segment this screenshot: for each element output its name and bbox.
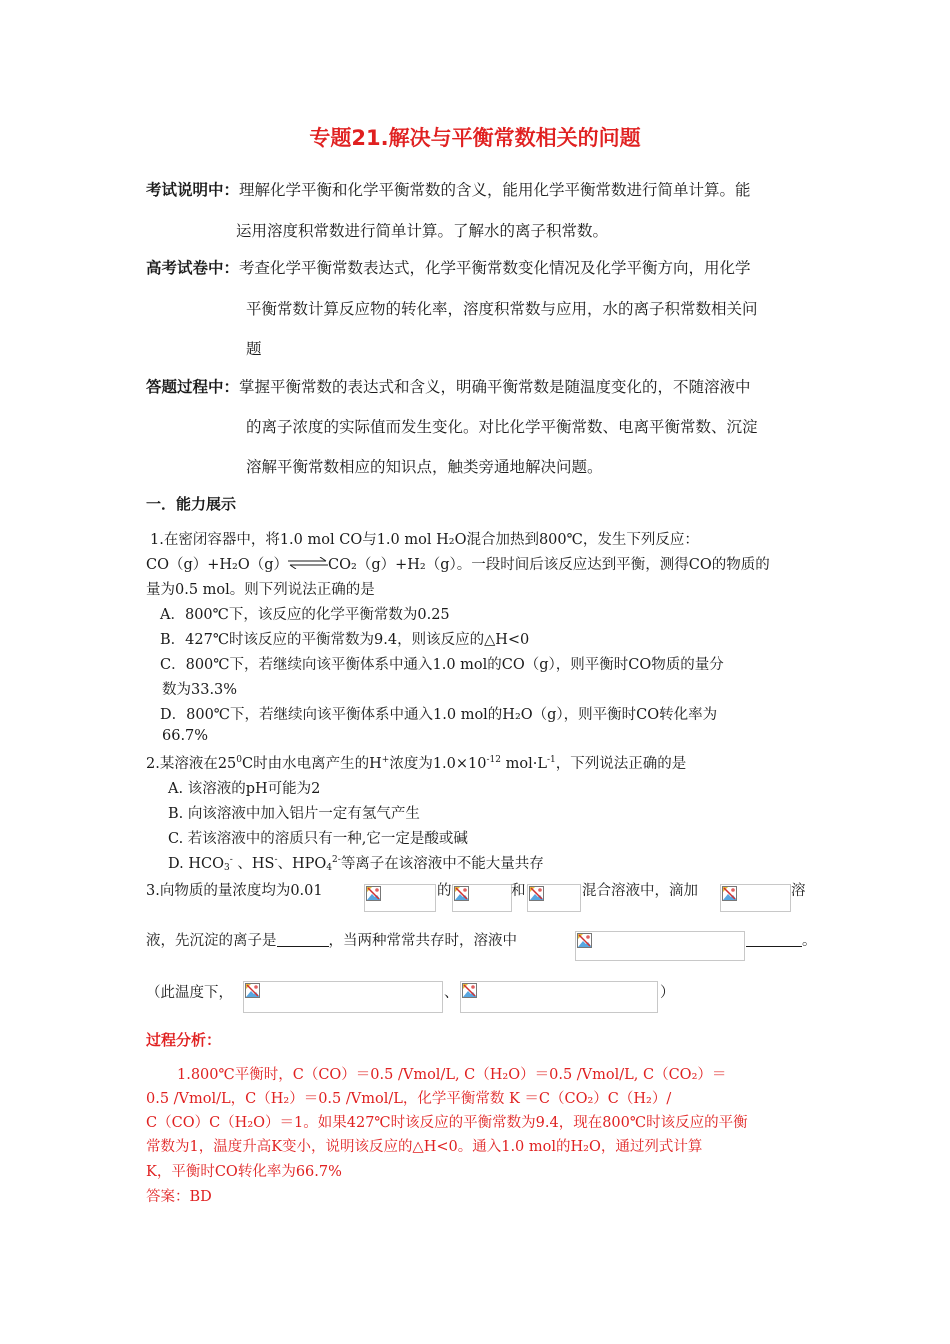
q3-line3-b: 、 (444, 985, 459, 1001)
q2-stem-e: ，下列说法正确的是 (555, 756, 687, 772)
q3-line3-c: ） (660, 985, 675, 1001)
q3-line2-a: 液，先沉淀的离子是 (146, 933, 277, 949)
exam-description-text: 理解化学平衡和化学平衡常数的含义，能用化学平衡常数进行简单计算。能 (239, 181, 751, 199)
q1-equation-right: CO₂（g）+H₂（g）。一段时间后该反应达到平衡，测得CO的物质的 (328, 557, 770, 573)
formula-image (527, 884, 581, 912)
broken-image-icon (529, 886, 544, 901)
q3-line2-end (746, 929, 817, 950)
q3-line2-c: 。 (802, 933, 817, 949)
page-title: 专题21.解决与平衡常数相关的问题 (309, 126, 641, 150)
answer-process-line3: 溶解平衡常数相应的知识点，触类旁通地解决问题。 (246, 458, 603, 476)
q2-option-d-a: D. HCO (168, 856, 224, 872)
q2-option-a: A. 该溶液的pH可能为2 (168, 781, 321, 797)
q2-exponent2: -1 (546, 755, 556, 765)
answer-process-line1 (146, 375, 751, 397)
q1-option-c-line1: C．800℃下，若继续向该平衡体系中通入1.0 mol的CO（g），则平衡时CO物质的量分 (160, 657, 724, 673)
q2-option-b: B. 向该溶液中加入铝片一定有氢气产生 (168, 806, 420, 822)
answer-text: 答案：BD (146, 1189, 212, 1205)
q3-text-4: 混合溶液中，滴加 (582, 883, 698, 899)
q1-stem: 1.在密闭容器中，将1.0 mol CO与1.0 mol H₂O混合加热到800℃，发生下列反应： (150, 532, 699, 548)
analysis-heading: 过程分析： (146, 1031, 222, 1049)
q1-equation-left: CO（g）+H₂O（g） (146, 557, 289, 573)
exam-description-line1 (146, 178, 751, 200)
answer-blank[interactable] (277, 932, 329, 947)
section-heading: 一．能力展示 (146, 495, 237, 513)
q2-stem (146, 752, 686, 773)
formula-image (575, 931, 745, 961)
q1-option-d-line2: 66.7% (162, 728, 209, 744)
q3-text-3: 和 (511, 883, 526, 899)
answer-process-label: 答题过程中： (146, 378, 240, 396)
formula-image (460, 981, 658, 1013)
gaokao-line3: 题 (246, 340, 262, 358)
q2-stem-b: C时由水电离产生的H (242, 756, 382, 772)
plus-charge: + (381, 755, 390, 765)
analysis-line3: C（CO）C（H₂O）＝1。如果427℃时该反应的平衡常数为9.4，现在800℃时该反应的平衡 (146, 1115, 748, 1131)
q1-option-b: B．427℃时该反应的平衡常数为9.4，则该反应的△H<0 (160, 632, 530, 648)
subscript-4: 4 (326, 863, 333, 873)
degree-mark: 0 (236, 755, 243, 765)
q2-option-c: C. 若该溶液中的溶质只有一种,它一定是酸或碱 (168, 831, 468, 847)
gaokao-line1 (146, 256, 751, 278)
answer-process-text: 掌握平衡常数的表达式和含义，明确平衡常数是随温度变化的，不随溶液中 (239, 378, 751, 396)
q3-text-2: 的 (437, 883, 452, 899)
q1-option-c-line2: 数为33.3% (162, 682, 238, 698)
q3-line3-a: （此温度下， (146, 985, 233, 1001)
q2-option-d-c: 、HPO (277, 856, 327, 872)
formula-image (364, 884, 436, 912)
q3-text-5: 溶 (791, 883, 806, 899)
minus-charge: - (229, 855, 233, 865)
q3-line2-b: ，当两种常常共存时，溶液中 (328, 933, 517, 949)
q1-equation (146, 553, 770, 574)
equilibrium-arrow-icon (288, 557, 328, 569)
minus-charge: - (274, 855, 278, 865)
broken-image-icon (722, 886, 737, 901)
broken-image-icon (462, 983, 477, 998)
broken-image-icon (366, 886, 381, 901)
formula-image (720, 884, 791, 912)
formula-image (243, 981, 443, 1013)
answer-blank[interactable] (746, 932, 802, 947)
q2-exponent: -12 (486, 755, 501, 765)
subscript-3: 3 (223, 863, 230, 873)
q2-stem-c: 浓度为1.0×10 (389, 756, 487, 772)
answer-process-line2: 的离子浓度的实际值而发生变化。对比化学平衡常数、电离平衡常数、沉淀 (246, 418, 758, 436)
q2-option-d (168, 852, 544, 873)
broken-image-icon (577, 933, 592, 948)
charge-2minus: 2- (332, 855, 341, 865)
q2-stem-a: 2.某溶液在25 (146, 756, 237, 772)
gaokao-label: 高考试卷中： (146, 259, 240, 277)
q1-stem-end: 量为0.5 mol。则下列说法正确的是 (146, 582, 375, 598)
q3-text-1: 3.向物质的量浓度均为0.01 (146, 883, 323, 899)
broken-image-icon (454, 886, 469, 901)
gaokao-text: 考查化学平衡常数表达式，化学平衡常数变化情况及化学平衡方向，用化学 (239, 259, 751, 277)
exam-description-label: 考试说明中： (146, 181, 240, 199)
analysis-line1: 1.800℃平衡时，C（CO）＝0.5 /Vmol/L, C（H₂O）＝0.5 /Vmol/L, C（CO₂）＝ (177, 1067, 727, 1083)
analysis-line5: K，平衡时CO转化率为66.7% (146, 1164, 342, 1180)
exam-description-line2: 运用溶度积常数进行简单计算。了解水的离子积常数。 (236, 222, 609, 240)
q2-stem-d: mol·L (501, 756, 547, 772)
gaokao-line2: 平衡常数计算反应物的转化率，溶度积常数与应用，水的离子积常数相关问 (246, 300, 758, 318)
broken-image-icon (245, 983, 260, 998)
q2-option-d-d: 等离子在该溶液中不能大量共存 (340, 856, 544, 872)
analysis-line2: 0.5 /Vmol/L，C（H₂）＝0.5 /Vmol/L，化学平衡常数 K ＝C（CO₂）C（H₂）/ (146, 1091, 672, 1107)
q2-option-d-b: 、HS (237, 856, 275, 872)
analysis-line4: 常数为1，温度升高K变小，说明该反应的△H<0。通入1.0 mol的H₂O，通过列式计算 (146, 1139, 703, 1155)
q3-line2 (146, 929, 517, 950)
q1-option-a: A．800℃下，该反应的化学平衡常数为0.25 (160, 607, 450, 623)
formula-image (452, 884, 512, 912)
q1-option-d-line1: D．800℃下，若继续向该平衡体系中通入1.0 mol的H₂O（g），则平衡时CO转化率为 (160, 707, 718, 723)
